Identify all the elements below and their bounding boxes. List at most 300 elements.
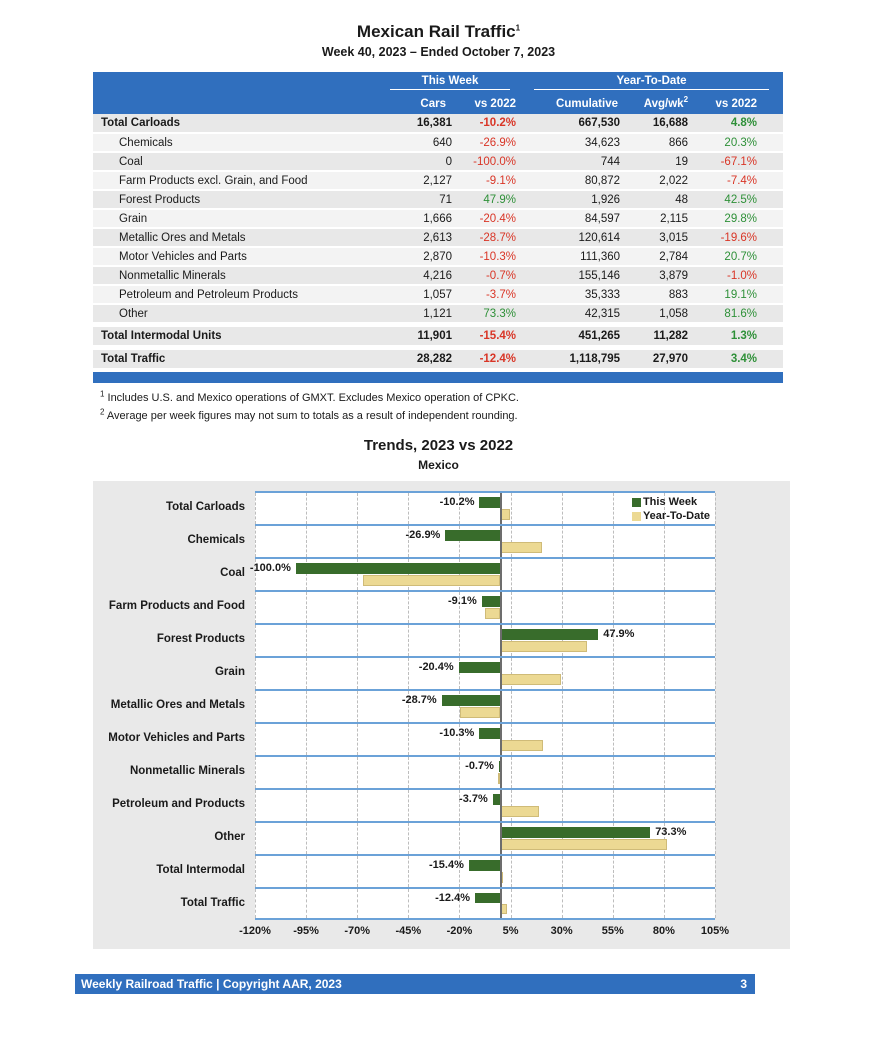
row-value: 3,879 [630, 266, 696, 285]
gridline [357, 526, 358, 557]
header-group-this-week: This Week [380, 72, 524, 93]
gridline [408, 658, 409, 689]
footnote-marker: 2 [100, 406, 105, 416]
row-percent: -28.7% [458, 228, 524, 247]
gridline [306, 625, 307, 656]
gridline [306, 493, 307, 524]
gridline [511, 691, 512, 722]
zero-axis-line [500, 724, 502, 755]
bar-value-label: -0.7% [465, 760, 494, 773]
axis-tick-label: -20% [446, 925, 473, 938]
gridline [357, 823, 358, 854]
gridline [306, 592, 307, 623]
gridline [715, 526, 716, 557]
this-week-bar [500, 827, 650, 838]
row-percent: -10.2% [458, 114, 524, 133]
row-label: Chemicals [93, 133, 380, 152]
chart-band [255, 821, 715, 854]
this-week-bar [493, 794, 501, 805]
table-row [93, 171, 783, 190]
chart-row [99, 788, 790, 821]
chart-row [99, 623, 790, 656]
table-row [93, 114, 783, 133]
row-value: 16,688 [630, 114, 696, 133]
gridline [613, 724, 614, 755]
gridline [408, 757, 409, 788]
gridline [306, 658, 307, 689]
gridline [562, 757, 563, 788]
gridline [306, 823, 307, 854]
page-title: Mexican Rail Traffic$^1$ [356, 22, 521, 41]
title-footnote-marker: 1 [515, 23, 521, 33]
row-percent: 20.3% [696, 133, 783, 152]
row-value: 84,597 [524, 209, 630, 228]
gridline [357, 691, 358, 722]
gridline [408, 790, 409, 821]
header-avg-wk: Avg/$wk^2$ [630, 93, 696, 114]
gridline [664, 691, 665, 722]
bar-value-label: -28.7% [401, 694, 437, 707]
row-percent: 19.1% [696, 285, 783, 304]
footnote-marker: 1 [100, 389, 105, 399]
gridline [255, 526, 256, 557]
zero-axis-line [500, 526, 502, 557]
chart-band [255, 491, 715, 524]
row-percent: 47.9% [458, 190, 524, 209]
row-value: 0 [380, 152, 458, 171]
footnotes [100, 390, 877, 425]
gridline [562, 526, 563, 557]
gridline [306, 757, 307, 788]
gridline [357, 592, 358, 623]
chart-title: Trends, 2023 vs 2022 [363, 437, 514, 455]
bar-value-label: -9.1% [447, 595, 477, 608]
row-value: 1,057 [380, 285, 458, 304]
table-header [93, 72, 783, 114]
axis-tick-label: -95% [293, 925, 319, 938]
gridline [715, 625, 716, 656]
chart-row [99, 524, 790, 557]
gridline [255, 889, 256, 918]
gridline [306, 790, 307, 821]
year-to-date-bar [500, 839, 667, 850]
gridline [408, 823, 409, 854]
gridline [664, 625, 665, 656]
gridline [459, 823, 460, 854]
chart-band [255, 590, 715, 623]
chart-band [255, 788, 715, 821]
row-value: 744 [524, 152, 630, 171]
row-label: Grain [93, 209, 380, 228]
this-week-bar [445, 530, 500, 541]
gridline [715, 691, 716, 722]
gridline [715, 856, 716, 887]
row-value: 27,970 [630, 350, 696, 369]
row-label: Other [93, 304, 380, 323]
chart-band [255, 524, 715, 557]
chart-legend [632, 495, 710, 523]
this-week-bar [482, 596, 501, 607]
gridline [306, 724, 307, 755]
row-value: 2,613 [380, 228, 458, 247]
gridline [357, 790, 358, 821]
row-value: 19 [630, 152, 696, 171]
axis-spacer [99, 925, 255, 943]
row-percent: 81.6% [696, 304, 783, 323]
row-value: 71 [380, 190, 458, 209]
gridline [715, 757, 716, 788]
gridline [562, 889, 563, 918]
row-value: 866 [630, 133, 696, 152]
axis-tick-label: 55% [601, 925, 624, 938]
zero-axis-line [500, 493, 502, 524]
zero-axis-line [500, 790, 502, 821]
row-value: 48 [630, 190, 696, 209]
row-value: 35,333 [524, 285, 630, 304]
chart-category-label: Nonmetallic Minerals [129, 765, 245, 778]
gridline [459, 757, 460, 788]
row-value: 42,315 [524, 304, 630, 323]
zero-axis-line [500, 559, 502, 590]
row-value: 16,381 [380, 114, 458, 133]
this-week-bar [479, 728, 500, 739]
gridline [613, 559, 614, 590]
row-value: 120,614 [524, 228, 630, 247]
this-week-bar [479, 497, 500, 508]
row-label: Farm Products excl. Grain, and Food [93, 171, 380, 190]
chart-category-label: Other [214, 831, 245, 844]
header-empty-cell [93, 93, 380, 114]
header-cumulative: Cumulative [524, 93, 630, 114]
gridline [357, 625, 358, 656]
row-value: 1,058 [630, 304, 696, 323]
gridline [306, 889, 307, 918]
chart-band [255, 623, 715, 656]
row-percent: 4.8% [696, 114, 783, 133]
year-to-date-bar [500, 542, 542, 553]
row-percent: -1.0% [696, 266, 783, 285]
chart-row [99, 491, 790, 524]
gridline [715, 592, 716, 623]
zero-axis-line [500, 823, 502, 854]
gridline [664, 526, 665, 557]
gridline [715, 790, 716, 821]
table-body [93, 114, 783, 369]
row-value: 2,127 [380, 171, 458, 190]
gridline [562, 493, 563, 524]
row-label: Nonmetallic Minerals [93, 266, 380, 285]
table-row [93, 266, 783, 285]
chart-row [99, 722, 790, 755]
gridline [408, 493, 409, 524]
this-week-bar [500, 629, 598, 640]
zero-axis-line [500, 691, 502, 722]
row-percent: 1.3% [696, 327, 783, 346]
row-percent: -19.6% [696, 228, 783, 247]
legend-label: This Week [642, 496, 698, 509]
axis-tick-label: -45% [395, 925, 422, 938]
bar-value-label: -3.7% [459, 793, 488, 806]
chart-category-label: Total Traffic [180, 897, 245, 910]
header-cars: Cars [380, 93, 458, 114]
legend-item-this-week [632, 495, 710, 509]
row-value: 2,784 [630, 247, 696, 266]
gridline [408, 856, 409, 887]
gridline [613, 757, 614, 788]
gridline [562, 592, 563, 623]
gridline [255, 823, 256, 854]
row-percent: -15.4% [458, 327, 524, 346]
gridline [562, 658, 563, 689]
chart-row [99, 590, 790, 623]
gridline [306, 691, 307, 722]
row-label: Forest Products [93, 190, 380, 209]
row-percent: 29.8% [696, 209, 783, 228]
this-week-bar [296, 563, 500, 574]
page-footer [75, 974, 755, 994]
gridline [459, 625, 460, 656]
chart-category-label: Chemicals [187, 534, 245, 547]
chart-band [255, 656, 715, 689]
gridline [715, 724, 716, 755]
gridline [255, 625, 256, 656]
gridline [613, 658, 614, 689]
row-label: Total Intermodal Units [93, 327, 380, 346]
row-percent: -7.4% [696, 171, 783, 190]
row-value: 2,870 [380, 247, 458, 266]
trends-chart [93, 481, 790, 949]
chart-row [99, 656, 790, 689]
gridline [255, 592, 256, 623]
legend-label: Year-To-Date [642, 510, 710, 523]
row-label: Total Traffic [93, 350, 380, 369]
gridline [613, 493, 614, 524]
year-to-date-bar [363, 575, 500, 586]
gridline [357, 757, 358, 788]
legend-item-year-to-date [632, 509, 710, 523]
chart-category-label: Coal [220, 567, 245, 580]
gridline [664, 757, 665, 788]
chart-category-label: Petroleum and Products [112, 798, 245, 811]
row-label: Total Carloads [93, 114, 380, 133]
gridline [715, 889, 716, 918]
header-vs-2022-week: vs 2022 [458, 93, 524, 114]
gridline [511, 493, 512, 524]
row-value: 11,282 [630, 327, 696, 346]
chart-row [99, 821, 790, 854]
legend-swatch [632, 498, 641, 507]
gridline [664, 559, 665, 590]
row-label: Metallic Ores and Metals [93, 228, 380, 247]
chart-category-label: Farm Products and Food [108, 600, 245, 613]
bar-value-label: -20.4% [418, 661, 454, 674]
gridline [562, 559, 563, 590]
chart-x-axis [99, 925, 790, 943]
table-row [93, 190, 783, 209]
gridline [715, 823, 716, 854]
gridline [255, 658, 256, 689]
row-percent: -10.3% [458, 247, 524, 266]
gridline [664, 889, 665, 918]
gridline [613, 526, 614, 557]
table-row [93, 304, 783, 323]
year-to-date-bar [500, 740, 542, 751]
gridline [408, 625, 409, 656]
row-percent: -20.4% [458, 209, 524, 228]
row-value: 451,265 [524, 327, 630, 346]
axis-tick-label: -120% [239, 925, 271, 938]
zero-axis-line [500, 889, 502, 918]
zero-axis-line [500, 856, 502, 887]
zero-axis-line [500, 592, 502, 623]
gridline [408, 592, 409, 623]
chart-band [255, 755, 715, 788]
bar-value-label: -10.3% [439, 727, 475, 740]
header-group-year-to-date: Year-To-Date [524, 72, 783, 93]
row-percent: -3.7% [458, 285, 524, 304]
footer-text: Weekly Railroad Traffic | Copyright AAR, 2023 [81, 977, 342, 991]
gridline [664, 790, 665, 821]
gridline [613, 691, 614, 722]
gridline [715, 493, 716, 524]
legend-swatch [632, 512, 641, 521]
gridline [255, 757, 256, 788]
row-label: Petroleum and Petroleum Products [93, 285, 380, 304]
axis-tick-label: 30% [550, 925, 573, 938]
table-bottom-bar [93, 372, 783, 383]
zero-axis-line [500, 658, 502, 689]
table-row [93, 247, 783, 266]
row-value: 2,022 [630, 171, 696, 190]
gridline [664, 658, 665, 689]
chart-category-label: Metallic Ores and Metals [110, 699, 245, 712]
header-vs-2022-ytd: vs 2022 [696, 93, 783, 114]
gridline [613, 790, 614, 821]
gridline [562, 691, 563, 722]
row-percent: 73.3% [458, 304, 524, 323]
row-value: 4,216 [380, 266, 458, 285]
gridline [408, 724, 409, 755]
gridline [613, 889, 614, 918]
gridline [613, 592, 614, 623]
gridline [664, 724, 665, 755]
row-value: 3,015 [630, 228, 696, 247]
chart-category-label: Total Carloads [165, 501, 245, 514]
footnote: $^2$ Average per week figures may not sum to totals as a result of independent rounding. [100, 406, 518, 422]
gridline [255, 790, 256, 821]
gridline [255, 691, 256, 722]
gridline [511, 889, 512, 918]
bar-value-label: 47.9% [603, 628, 635, 641]
footnote: $^1$ Includes U.S. and Mexico operations of GMXT. Excludes Mexico operation of CPKC. [100, 389, 519, 404]
gridline [255, 493, 256, 524]
year-to-date-bar [485, 608, 500, 619]
zero-axis-line [500, 757, 502, 788]
footer-page-number: 3 [740, 977, 747, 991]
table-row [93, 133, 783, 152]
table-row [93, 152, 783, 171]
chart-category-label: Motor Vehicles and Parts [108, 732, 245, 745]
row-value: 111,360 [524, 247, 630, 266]
row-label: Motor Vehicles and Parts [93, 247, 380, 266]
gridline [511, 592, 512, 623]
bar-value-label: -15.4% [429, 859, 464, 872]
chart-row [99, 755, 790, 788]
row-percent: 42.5% [696, 190, 783, 209]
gridline [357, 658, 358, 689]
row-value: 155,146 [524, 266, 630, 285]
year-to-date-bar [500, 674, 561, 685]
table-row [93, 350, 783, 369]
row-value: 28,282 [380, 350, 458, 369]
header-empty-cell [93, 72, 380, 93]
chart-category-label: Total Intermodal [156, 864, 245, 877]
row-value: 80,872 [524, 171, 630, 190]
table-row [93, 228, 783, 247]
zero-axis-line [500, 625, 502, 656]
table-row [93, 209, 783, 228]
this-week-bar [459, 662, 501, 673]
page-subtitle: Week 40, 2023 – Ended October 7, 2023 [321, 45, 556, 59]
row-value: 11,901 [380, 327, 458, 346]
table-row [93, 327, 783, 346]
year-to-date-bar [500, 806, 539, 817]
gridline [562, 724, 563, 755]
gridline [562, 856, 563, 887]
year-to-date-bar [500, 641, 587, 652]
row-percent: -0.7% [458, 266, 524, 285]
chart-row [99, 689, 790, 722]
row-percent: -9.1% [458, 171, 524, 190]
gridline [306, 856, 307, 887]
gridline [357, 493, 358, 524]
bar-value-label: -12.4% [435, 891, 470, 904]
year-to-date-bar [460, 707, 500, 718]
gridline [306, 526, 307, 557]
chart-subtitle: Mexico [418, 458, 459, 473]
chart-rows [99, 491, 790, 920]
chart-band [255, 887, 715, 920]
gridline [715, 559, 716, 590]
this-week-bar [475, 893, 500, 903]
gridline [511, 757, 512, 788]
chart-band [255, 854, 715, 887]
traffic-table [93, 72, 783, 383]
bar-value-label: -100.0% [249, 562, 291, 575]
chart-band [255, 722, 715, 755]
row-value: 883 [630, 285, 696, 304]
chart-row [99, 887, 790, 920]
bar-value-label: 73.3% [655, 826, 687, 839]
axis-tick-label: 80% [652, 925, 675, 938]
row-value: 34,623 [524, 133, 630, 152]
gridline [664, 856, 665, 887]
row-percent: 20.7% [696, 247, 783, 266]
row-percent: -100.0% [458, 152, 524, 171]
row-percent: -12.4% [458, 350, 524, 369]
chart-band [249, 557, 715, 590]
row-value: 1,118,795 [524, 350, 630, 369]
axis-tick-label: -70% [344, 925, 371, 938]
row-label: Coal [93, 152, 380, 171]
bar-value-label: -26.9% [405, 529, 441, 542]
row-percent: -67.1% [696, 152, 783, 171]
table-row [93, 285, 783, 304]
row-value: 1,666 [380, 209, 458, 228]
row-percent: 3.4% [696, 350, 783, 369]
gridline [357, 889, 358, 918]
chart-category-label: Grain [214, 666, 245, 679]
